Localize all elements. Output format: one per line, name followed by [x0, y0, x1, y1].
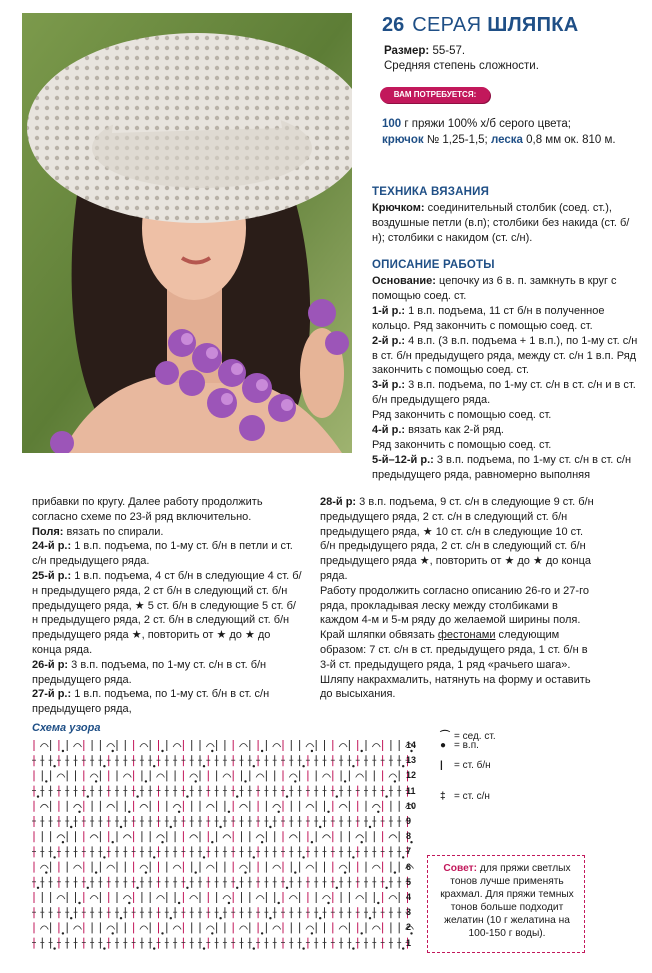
chain-dot-symbol — [361, 750, 363, 752]
chart-row — [32, 877, 410, 889]
chain-dot-symbol — [302, 856, 304, 858]
chain-dot-symbol — [361, 932, 363, 934]
legend-symbol: ‡ — [440, 791, 446, 802]
chain-dot-symbol — [410, 750, 412, 752]
chain-dot-symbol — [344, 871, 346, 873]
chain-arc-symbol — [57, 835, 65, 839]
legend-symbol: ● — [440, 740, 447, 751]
chain-dot-symbol — [261, 932, 263, 934]
chain-arc-symbol — [123, 835, 131, 839]
chain-dot-symbol — [244, 780, 246, 782]
chain-dot-symbol — [53, 947, 55, 949]
chart-row — [34, 831, 413, 843]
row-4-end: Ряд закончить с помощью соед. ст. — [372, 438, 552, 451]
chain-dot-symbol — [253, 947, 255, 949]
chain-arc-symbol — [273, 926, 281, 930]
legend-item — [440, 760, 491, 771]
chain-dot-symbol — [161, 750, 163, 752]
chain-dot-symbol — [286, 795, 288, 797]
chain-dot-symbol — [145, 780, 147, 782]
chain-arc-symbol — [123, 774, 131, 778]
chain-dot-symbol — [253, 765, 255, 767]
chain-arc-symbol — [173, 926, 181, 930]
chain-dot-symbol — [87, 795, 89, 797]
chain-dot-symbol — [410, 932, 412, 934]
chain-dot-symbol — [178, 902, 180, 904]
chain-dot-symbol — [311, 932, 313, 934]
chain-dot-symbol — [203, 947, 205, 949]
chain-dot-symbol — [402, 856, 404, 858]
chain-dot-symbol — [62, 932, 64, 934]
legend-label: = сед. ст. — [454, 731, 496, 742]
chain-dot-symbol — [153, 765, 155, 767]
chain-dot-symbol — [62, 750, 64, 752]
chain-arc-symbol — [74, 865, 82, 869]
chain-dot-symbol — [103, 765, 105, 767]
chain-dot-symbol — [95, 780, 97, 782]
chain-arc-symbol — [157, 896, 165, 900]
chain-arc-symbol — [372, 865, 380, 869]
chain-dot-symbol — [62, 841, 64, 843]
row-5-12: 5-й–12-й р.: 3 в.п. подъема, по 1-му ст. с/н в ст. с/н предыдущего ряда, равномерно выполняя — [372, 453, 632, 481]
chain-arc-symbol — [173, 744, 181, 748]
chain-dot-symbol — [244, 871, 246, 873]
row-number: 7 — [406, 846, 412, 857]
pattern-number: 26 — [382, 14, 405, 36]
chain-dot-symbol — [319, 826, 321, 828]
fields-paragraph: Поля: вязать по спирали. — [32, 525, 164, 538]
chain-arc-symbol — [306, 744, 314, 748]
chain-dot-symbol — [161, 841, 163, 843]
chain-dot-symbol — [128, 811, 130, 813]
chain-arc-symbol — [289, 896, 297, 900]
row-number: 13 — [406, 755, 417, 766]
chain-dot-symbol — [236, 887, 238, 889]
chain-arc-symbol — [256, 896, 264, 900]
row-4: 4-й р.: вязать как 2-й ряд. — [372, 424, 504, 437]
chain-dot-symbol — [336, 795, 338, 797]
chain-dot-symbol — [294, 780, 296, 782]
row-number: 10 — [406, 800, 417, 811]
chain-dot-symbol — [153, 856, 155, 858]
chain-dot-symbol — [385, 887, 387, 889]
chain-arc-symbol — [206, 865, 214, 869]
chain-arc-symbol — [306, 865, 314, 869]
chain-arc-symbol — [140, 804, 148, 808]
chain-dot-symbol — [170, 917, 172, 919]
chart-row — [32, 816, 410, 828]
chain-dot-symbol — [136, 887, 138, 889]
chart-row — [34, 740, 417, 752]
chain-dot-symbol — [186, 795, 188, 797]
chart-row — [32, 938, 410, 950]
chain-arc-symbol — [323, 774, 331, 778]
chain-arc-symbol — [40, 804, 48, 808]
row-28: 28-й р: 3 в.п. подъема, 9 ст. с/н в следующие 9 ст. б/н предыдущего ряда, 2 ст. с/н в следующий ст. б/н предыдущего ряда, ★ 10 ст. с/н в следующие 10 ст. б/н предыдущего ряда, 2 ст. с/н в следующий ст. б/н предыдущего ряда ★, повторить от ★ до ★ до конца ряда. — [320, 496, 594, 582]
description-heading: ОПИСАНИЕ РАБОТЫ — [372, 259, 495, 271]
chain-arc-symbol — [240, 744, 248, 748]
chain-arc-symbol — [339, 744, 347, 748]
legend-label: = ст. с/н — [454, 791, 490, 802]
chain-arc-symbol — [90, 774, 98, 778]
tip-text: для пряжи светлых тонов лучше применять крахмал. Для пряжи темных тонов больше подходит желатин (10 г желатина на 100-150 г воды). — [440, 863, 574, 939]
chain-dot-symbol — [336, 887, 338, 889]
pattern-title — [382, 14, 642, 37]
chain-arc-symbol — [140, 744, 148, 748]
chain-arc-symbol — [289, 835, 297, 839]
difficulty-line: Средняя степень сложности. — [384, 60, 539, 72]
chain-arc-symbol — [157, 835, 165, 839]
chain-dot-symbol — [161, 932, 163, 934]
row-number: 1 — [406, 937, 412, 948]
chain-dot-symbol — [70, 826, 72, 828]
chain-dot-symbol — [369, 917, 371, 919]
chain-dot-symbol — [78, 902, 80, 904]
chain-dot-symbol — [87, 887, 89, 889]
chain-dot-symbol — [361, 841, 363, 843]
chain-dot-symbol — [186, 887, 188, 889]
chain-dot-symbol — [327, 811, 329, 813]
chain-dot-symbol — [45, 871, 47, 873]
chain-arc-symbol — [356, 774, 364, 778]
row-26: 26-й р: 3 в.п. подъема, по 1-му ст. с/н в ст. б/н предыдущего ряда. — [32, 658, 267, 686]
hat-photo — [22, 13, 352, 453]
chain-arc-symbol — [389, 896, 397, 900]
chain-dot-symbol — [369, 826, 371, 828]
chain-arc-symbol — [90, 835, 98, 839]
chain-dot-symbol — [219, 826, 221, 828]
chain-arc-symbol — [140, 926, 148, 930]
tip-box — [427, 855, 585, 953]
chain-dot-symbol — [195, 871, 197, 873]
chain-dot-symbol — [95, 871, 97, 873]
chart-row — [34, 862, 414, 874]
row-3: 3-й р.: 3 в.п. подъема, по 1-му ст. с/н в ст. с/н и в ст. б/н предыдущего ряда. — [372, 379, 636, 407]
chain-arc-symbol — [173, 804, 181, 808]
chain-dot-symbol — [410, 841, 412, 843]
chain-dot-symbol — [112, 750, 114, 752]
chain-arc-symbol — [356, 896, 364, 900]
row-2: 2-й р.: 4 в.п. (3 в.п. подъема + 1 в.п.), по 1-му ст. с/н в ст. б/н предыдущего ряда, между ст. с/н 1 в.п. Ряд закончить с помощью соед. ст. — [372, 334, 638, 377]
chain-arc-symbol — [40, 744, 48, 748]
chain-arc-symbol — [107, 926, 115, 930]
chain-arc-symbol — [107, 744, 115, 748]
chain-dot-symbol — [302, 947, 304, 949]
chain-arc-symbol — [57, 896, 65, 900]
row-25: 25-й р.: 1 в.п. подъема, 4 ст б/н в следующие 4 ст. б/н предыдущего ряда, 2 ст б/н в следующий ст. б/н предыдущего ряда, ★ 5 ст. б/н в следующие 5 ст. б/н предыдущего ряда, 2 ст. б/н в следующий ст. б/н предыдущего ряда ★, повторить от ★ до ★ до конца ряда. — [32, 569, 302, 656]
row-number: 8 — [406, 831, 412, 842]
legend-label: = в.п. — [454, 740, 479, 751]
chain-dot-symbol — [211, 932, 213, 934]
chain-dot-symbol — [203, 765, 205, 767]
chain-arc-symbol — [223, 896, 231, 900]
chain-dot-symbol — [377, 902, 379, 904]
chain-dot-symbol — [53, 856, 55, 858]
chain-arc-symbol — [40, 865, 48, 869]
chain-arc-symbol — [74, 804, 82, 808]
chain-arc-symbol — [206, 804, 214, 808]
chain-dot-symbol — [153, 947, 155, 949]
chain-arc-symbol — [339, 865, 347, 869]
chain-dot-symbol — [120, 917, 122, 919]
chain-dot-symbol — [394, 780, 396, 782]
chain-dot-symbol — [128, 902, 130, 904]
legend-label: = ст. б/н — [454, 760, 491, 771]
row-number: 5 — [406, 876, 412, 887]
chain-arc-symbol — [190, 774, 198, 778]
chain-dot-symbol — [269, 826, 271, 828]
chain-dot-symbol — [286, 887, 288, 889]
chain-dot-symbol — [311, 750, 313, 752]
chain-arc-symbol — [372, 926, 380, 930]
chain-arc-symbol — [173, 865, 181, 869]
line-paragraph: Работу продолжить согласно описанию 26-го и 27-го ряда, прокладывая леску между столбиками в каждом 4-м и 5-м ряду до желаемой ширины поля. — [320, 584, 589, 627]
chain-dot-symbol — [311, 841, 313, 843]
chain-arc-symbol — [256, 835, 264, 839]
chain-dot-symbol — [203, 856, 205, 858]
edge-paragraph: Край шляпки обвязать фестонами следующим образом: 7 ст. с/н в ст. предыдущего ряда, 1 ст. б/н в 3-й ст. предыдущего ряда, 1 ряд «рачьего шага». Шляпу накрахмалить, натянуть на форму и оставить до высыхания. — [320, 629, 591, 701]
chain-arc-symbol — [339, 926, 347, 930]
chain-dot-symbol — [45, 780, 47, 782]
row-number: 4 — [406, 892, 412, 902]
chain-dot-symbol — [37, 887, 39, 889]
description-text — [372, 274, 642, 483]
chain-arc-symbol — [339, 804, 347, 808]
chain-arc-symbol — [107, 865, 115, 869]
chart-row — [34, 922, 414, 934]
chain-arc-symbol — [57, 774, 65, 778]
chain-arc-symbol — [240, 926, 248, 930]
chart-row — [32, 755, 410, 767]
chart-row — [32, 846, 410, 858]
chart-row — [32, 786, 410, 798]
chain-arc-symbol — [206, 744, 214, 748]
chain-dot-symbol — [112, 841, 114, 843]
chain-arc-symbol — [157, 774, 165, 778]
chain-arc-symbol — [223, 835, 231, 839]
chain-arc-symbol — [389, 835, 397, 839]
chain-dot-symbol — [319, 917, 321, 919]
row-number: 12 — [406, 770, 417, 781]
chain-arc-symbol — [256, 774, 264, 778]
increase-paragraph: прибавки по кругу. Далее работу продолжить согласно схеме по 23-й ряд включительно. — [32, 496, 263, 523]
chain-dot-symbol — [269, 917, 271, 919]
chain-dot-symbol — [112, 932, 114, 934]
chain-arc-symbol — [190, 835, 198, 839]
chain-arc-symbol — [240, 865, 248, 869]
row-1: 1-й р.: 1 в.п. подъема, 11 ст б/н в полученное кольцо. Ряд закончить с помощью соед. ст. — [372, 304, 605, 332]
materials-badge: ВАМ ПОТРЕБУЕТСЯ: — [380, 87, 490, 103]
left-column — [32, 495, 302, 717]
chain-arc-symbol — [306, 926, 314, 930]
tip-label: Совет: — [443, 863, 478, 874]
row-27: 27-й р.: 1 в.п. подъема, по 1-му ст. б/н в ст. с/н предыдущего ряда, — [32, 688, 270, 716]
row-number: 11 — [406, 785, 416, 796]
row-number: 14 — [406, 740, 417, 750]
chain-dot-symbol — [78, 811, 80, 813]
technique-text: Крючком: соединительный столбик (соед. ст.), воздушные петли (в.п); столбики без накида (ст. б/н); столбики с накидом (ст. с/н). — [372, 202, 630, 244]
chain-dot-symbol — [136, 795, 138, 797]
chain-dot-symbol — [37, 795, 39, 797]
chain-dot-symbol — [352, 765, 354, 767]
chain-dot-symbol — [402, 947, 404, 949]
chain-dot-symbol — [261, 750, 263, 752]
chain-dot-symbol — [53, 765, 55, 767]
chain-dot-symbol — [211, 750, 213, 752]
chain-arc-symbol — [306, 804, 314, 808]
chain-dot-symbol — [302, 765, 304, 767]
legend-item — [440, 791, 490, 802]
chart-row — [32, 907, 410, 919]
chain-dot-symbol — [352, 947, 354, 949]
chain-dot-symbol — [103, 856, 105, 858]
chart-row — [34, 892, 408, 904]
chain-dot-symbol — [236, 795, 238, 797]
chain-arc-symbol — [40, 926, 48, 930]
chain-dot-symbol — [195, 780, 197, 782]
legend-item — [440, 740, 479, 751]
chain-dot-symbol — [278, 902, 280, 904]
chain-arc-symbol — [140, 865, 148, 869]
chain-arc-symbol — [372, 804, 380, 808]
chain-arc-symbol — [372, 744, 380, 748]
chain-dot-symbol — [394, 871, 396, 873]
legend-symbol: | — [440, 760, 443, 771]
chain-arc-symbol — [74, 744, 82, 748]
chain-dot-symbol — [170, 826, 172, 828]
row-number: 9 — [406, 816, 412, 826]
pattern-name: СЕРАЯ ШЛЯПКА — [412, 14, 579, 36]
chain-dot-symbol — [253, 856, 255, 858]
row-number: 2 — [406, 922, 412, 933]
chain-arc-symbol — [240, 804, 248, 808]
size-line: Размер: 55-57. — [384, 45, 466, 57]
chain-arc-symbol — [273, 804, 281, 808]
chain-dot-symbol — [402, 765, 404, 767]
chain-dot-symbol — [120, 826, 122, 828]
row-24: 24-й р.: 1 в.п. подъема, по 1-му ст. б/н в петли и ст. с/н предыдущего ряда. — [32, 540, 293, 568]
scheme-title: Схема узора — [32, 722, 101, 734]
chain-dot-symbol — [178, 811, 180, 813]
chain-dot-symbol — [344, 780, 346, 782]
chain-dot-symbol — [261, 841, 263, 843]
crochet-chart — [30, 737, 430, 957]
chain-dot-symbol — [352, 856, 354, 858]
chain-dot-symbol — [228, 811, 230, 813]
chain-dot-symbol — [278, 811, 280, 813]
chain-arc-symbol — [123, 896, 131, 900]
chain-arc-symbol — [356, 835, 364, 839]
row-base: Основание: цепочку из 6 в. п. замкнуть в круг с помощью соед. ст. — [372, 275, 617, 302]
chain-arc-symbol — [323, 896, 331, 900]
row-number: 6 — [406, 861, 412, 872]
chain-dot-symbol — [294, 871, 296, 873]
chart-row — [34, 800, 417, 813]
chain-arc-symbol — [190, 896, 198, 900]
chain-dot-symbol — [385, 795, 387, 797]
chain-dot-symbol — [211, 841, 213, 843]
row-3-end: Ряд закончить с помощью соед. ст. — [372, 409, 552, 422]
chain-arc-symbol — [289, 774, 297, 778]
chain-arc-symbol — [323, 835, 331, 839]
chain-arc-symbol — [389, 774, 397, 778]
row-number: 3 — [406, 907, 412, 918]
legend-symbol: ⌒ — [440, 731, 450, 742]
chain-arc-symbol — [273, 865, 281, 869]
chain-dot-symbol — [377, 811, 379, 813]
materials-tools: крючок № 1,25-1,5; леска 0,8 мм ок. 810 м. — [382, 134, 616, 146]
chain-arc-symbol — [223, 774, 231, 778]
chain-dot-symbol — [219, 917, 221, 919]
right-column — [320, 495, 595, 702]
chain-dot-symbol — [145, 871, 147, 873]
chain-arc-symbol — [273, 744, 281, 748]
chain-dot-symbol — [103, 947, 105, 949]
chain-arc-symbol — [107, 804, 115, 808]
chain-dot-symbol — [70, 917, 72, 919]
chain-dot-symbol — [327, 902, 329, 904]
chart-row — [34, 770, 408, 782]
chain-arc-symbol — [206, 926, 214, 930]
chain-arc-symbol — [90, 896, 98, 900]
chain-arc-symbol — [74, 926, 82, 930]
chain-dot-symbol — [228, 902, 230, 904]
technique-heading: ТЕХНИКА ВЯЗАНИЯ — [372, 186, 490, 198]
materials-yarn: 100 г пряжи 100% х/б серого цвета; — [382, 118, 571, 130]
